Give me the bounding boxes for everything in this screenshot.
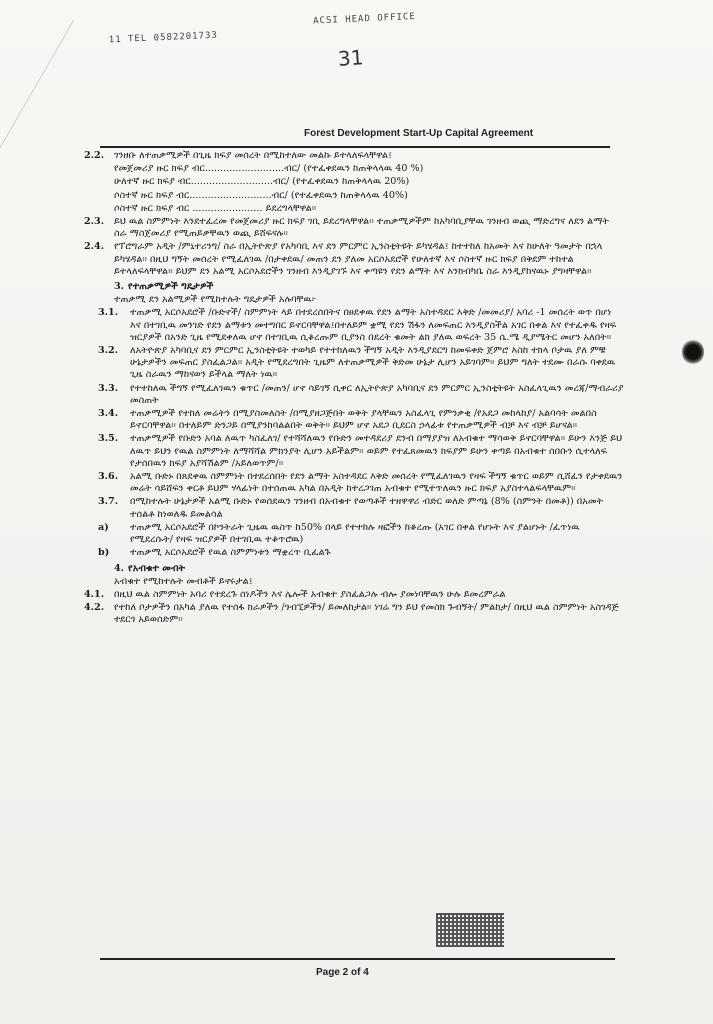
clause-item (84, 190, 624, 202)
clause-text: ገንዘቡ ለተጠቃሚዎች በጊዜ ክፍያ መሰረት በሚከተለው መልኩ ይተላለፍላቸዋል፤ (114, 150, 392, 161)
clause-number: 3. (114, 281, 125, 293)
clause-item (84, 163, 624, 175)
clause-item (84, 589, 624, 601)
clause-text: ተጠቃሚ ደን አልሚዎች የሚከተሉት ግዴታዎች አሉባቸዉ፦ (114, 294, 317, 306)
barcode-stamp (436, 913, 504, 947)
clause-item (84, 307, 624, 344)
section-heading (84, 281, 624, 293)
clause-text: የመጀመሪያ ዙር ክፍያ ብር..........................ብር/ (የተፈቀደዉን ከጠቅላላዉ 40 %) (114, 163, 424, 175)
footer-divider (100, 958, 615, 960)
section-heading (84, 563, 624, 575)
clause-item (84, 602, 624, 626)
clause-text: ተጠቃሚ አርሶአደሮች የዉል ስምምነቱን ማቋረጥ ቢፈልጉ (130, 547, 331, 559)
clause-number: 2.3. (84, 216, 105, 228)
clause-text: ለአትዮጵያ አካባቢና ደን ምርምር ኢንስቲትዩት ተወካይ የተተከለዉን ችግኝ አዲት እንዲያደርግ ከመፍቀድ ጀምሮ እስከ ተክላ ቦታዉ ያለ ምቹ ሁኔታዎችን መፍጠር ያስፈልጋል። አዲት የሚደረግበት ጊዜም ለተጠቃሚዎች ቅድመ ሁኔታ ሊሆን አይገባም። ይህም ግለት ተደሙ በራሱ ባቀደዉ ጊዜ ስራዉን ማከናወን ይችላል ማለት ነዉ። (130, 345, 616, 381)
clause-item (84, 383, 624, 407)
clause-number: 2.4. (84, 241, 105, 253)
clause-number: 4.2. (84, 602, 105, 614)
clause-text: ሁለተኛ ዙር ክፍያ ብር...........................ብር/ (የተፈቀደዉን ከጠቅላላዉ 20%) (114, 176, 410, 188)
clause-item (84, 522, 624, 546)
clause-number: 3.7. (98, 496, 119, 508)
clause-text: ይህ ዉል ስምምነት እንደተፈረመ የመጀመሪያ ዙር ክፍያ ገቢ ይደረግላቸዋል። ተጠቃሚዎችም ከአካባቢያቸዉ ገንዘብ ወጪ ማድረግና ለደን ልማት ስራ ማስጀመሪያ የሚጠይቃቸዉን ወጪ ይሸፍናሉ። (114, 216, 609, 240)
clause-text: አብቁተ የሚከተሉት መብቶች ይኖሩታል፤ (114, 575, 253, 587)
document-body (84, 150, 624, 628)
clause-item (84, 496, 624, 520)
ink-blot (682, 338, 704, 366)
clause-item (84, 576, 624, 588)
clause-number: 2.2. (84, 150, 105, 161)
clause-item (84, 547, 624, 559)
clause-number: 3.5. (98, 433, 119, 445)
clause-number: 3.3. (98, 382, 119, 394)
clause-text: የተከለ ቦታዎችን በአካል ያለዉ የተሰፋ ክራዎችን /ጎብኚዎችን/ ይመለከታል። ነገሬ ግን ይህ የመስክ ጉብኝት/ ምልከታ/ በዚህ ዉል ስምምነት አስገዳጅ ተደርጎ አይወሰድም። (114, 602, 619, 626)
clause-number: 3.2. (98, 345, 119, 357)
clause-text: በዚህ ዉል ስምምነት አባሪ የተደረጉ ሰነዶችን እና ሌሎች አብቁተ ያስፈልጋሉ ብሎ ያመነባቸዉን ሁሉ ይመረምራል (114, 588, 506, 600)
header-divider (100, 146, 610, 148)
clause-text: የተጠቃሚዎች ግዴታዎች (128, 281, 214, 293)
clause-text: ተጠቃሚ አርሶአደሮች /ቡድኖች/ ስምምነት ላይ በተደረሰበትና በፀደቀዉ የደን ልማት አስተዳደር እቅድ /መመሪያ/ አባሪ -1 መሰረት ወጥ በሆነ እና በተገቢዉ መንገድ የደን ልማቱን መተግበር ይኖርባቸዋል፤በተለይም ቋሚ የደን ሽፋን ለመፍጠር እንዲያስችል አገር በቀል እና የተፈቀዱ የዛፍ ዝርያዎች በአንድ ጊዜ የሚደቀለዉ ሆኖ በተገቢዉ ሲቆረጡም ቢያንስ በደረት ቁመት ልክ ያለዉ ወፍረት 35 ሴ.ሜ ዲያሜትር መሆን አለበት። (130, 307, 617, 343)
clause-item (84, 241, 624, 278)
document-header-title: Forest Development Start-Up Capital Agreement (304, 128, 534, 139)
clause-text: አልሚ ቡድኑ በጸደቀዉ ስምምነት በተደረሰበት የደን ልማት አስተዳደር እቅድ መሰረት የሚፈለገዉን የዛፍ ችግኝ ቁጥር ወይም ሲሸፈን የታቀደዉን መሬት ሳይሸፍን ቀርቶ ይህም ሃላፊነት በተሰጠዉ አካል በአዲት ከተረጋገጠ አብቁተ የሚተጥለዉን ዙር ክፍያ አያስተላልፍላቸዉም። (130, 471, 623, 495)
clause-number: 4.1. (84, 588, 105, 600)
clause-text: ተጠቃሚዎች የቡድን አባል ለዉጥ ካስፈለገ/ የተሻሻለዉን የቡድን መተዳደሪያ ደንብ በማያያዝ ለአብቁተ ማሳወቅ ይኖርባቸዋል። ይሁን እንጅ ይህ ለዉጥ ይህን የዉል ስምምነት ለማሻሻል ምክንያት ሊሆን አይችልም። ወይም የተፈጸመዉን ክፍያም ይሁን ቀጣይ በአብቁተ ሰበቡን ሲተላለፍ የታሰበዉን ክፍያ አያሻሽልም /አይለወጥም/። (130, 433, 623, 469)
clause-text: የአብቁተ መብት (128, 562, 186, 574)
clause-item (84, 176, 624, 188)
clause-item (84, 203, 624, 215)
clause-item (84, 408, 624, 432)
clause-text: ሶስተኛ ዙር ክፍያ ብር...........................ብር/ (የተፈቀደዉን ከጠቅላላዉ 40%) (114, 189, 408, 201)
clause-item (84, 150, 624, 162)
clause-number: b) (98, 547, 110, 559)
clause-text: የተተከለዉ ችግኝ የሚፈለገዉን ቁጥር /መጠን/ ሆኖ ሳይገኝ ሲቀር ለኢትዮጵያ አካባቢና ደን ምርምር ኢንስቲትዩት አስፈላጊዉን መረጃ/ማብራሪያ መስጠት (130, 382, 624, 406)
clause-text: የፕሮግራም አዲት /ምኒተሪንግ/ ስራ በኢትዮጵያ የአካባቢ እና ደን ምርምር ኢንስቲትዩት ይካሄዳል፤ ከተተከለ ከአመት እና ከሁለት ዓመታት በኋላ ይካሄዳል። በዚህ ግኝት መሰረት የሚፈለገዉ /በታቀደዉ/ መጠን ደን ያለመ አርሶአደሮች የሁለተኛ እና ሶስተኛ ዙር ክፍያ በቅደም ተከተል ይተላለፍላቸዋል። ይህም ደን አልሚ አርሶአደሮችን ገንዘብ እንዲያገኙ እና ቀጣዩን የደን ልማት እና እንክብካቤ ስራ እንዲያከናዉኑ ያግዛቸዋል። (114, 241, 603, 277)
fax-number: 11 TEL 0582201733 (108, 30, 219, 46)
clause-number: 4. (114, 562, 125, 574)
clause-item (84, 216, 624, 240)
clause-number: 3.6. (98, 471, 119, 483)
clause-item (84, 433, 624, 470)
page-footer: Page 2 of 4 (316, 967, 369, 978)
clause-number: 3.4. (98, 408, 119, 420)
clause-item (84, 345, 624, 382)
clause-text: ሶስተኛ ዙር ክፍያ ብር ....................... ይደረግላቸዋል። (114, 202, 317, 214)
clause-number: 3.1. (98, 307, 119, 319)
clause-item (84, 294, 624, 306)
fax-sender: ACSI HEAD OFFICE (312, 11, 417, 27)
clause-text: ተጠቃሚዎች የተከለ መሬትን በሚያስመለስት /በሚያዘጋጅበት ወቅት ያላቸዉን አስፈላጊ የምንቃቂ /የአደጋ መከላከያ/ አልባሳት መልበስ ይኖርባቸዋል። በተለይም ድንጋይ በሚያንከባልልበት ወቅት። ይህም ሆኖ አደጋ ቢደርስ ኃላፊቱ የተጠቃሚዎች ብቻ እና ብቻ ይሆናል። (130, 408, 597, 432)
handwritten-page-number: 31 (337, 45, 365, 71)
clause-text: በሚከተሉት ሁኔታዎች አልሚ ቡድኑ የወሰደዉን ገንዘብ በአብቁተ የወጣቶች ተዘዋዋሪ ብድር ወለድ ምጣኔ (8% (ስምንት በመቶ)) በአመት ተሰልቶ ከነወለዱ ይመልሳል (130, 496, 604, 520)
clause-text: ተጠቃሚ አርሶአደሮች በኮንትራት ጊዜዉ ዉስጥ ከ50% በላይ የተተከሉ ዛፎችን ከቆረጡ (አገር በቀል የሆኑት እና ያልሆኑት /ፈጥነዉ የሚደረሱት/ የዛፍ ዝርያዎች በተገቢዉ ተቆጥሮዉ) (130, 521, 580, 546)
clause-number: a) (98, 521, 109, 533)
clause-item (84, 471, 624, 495)
